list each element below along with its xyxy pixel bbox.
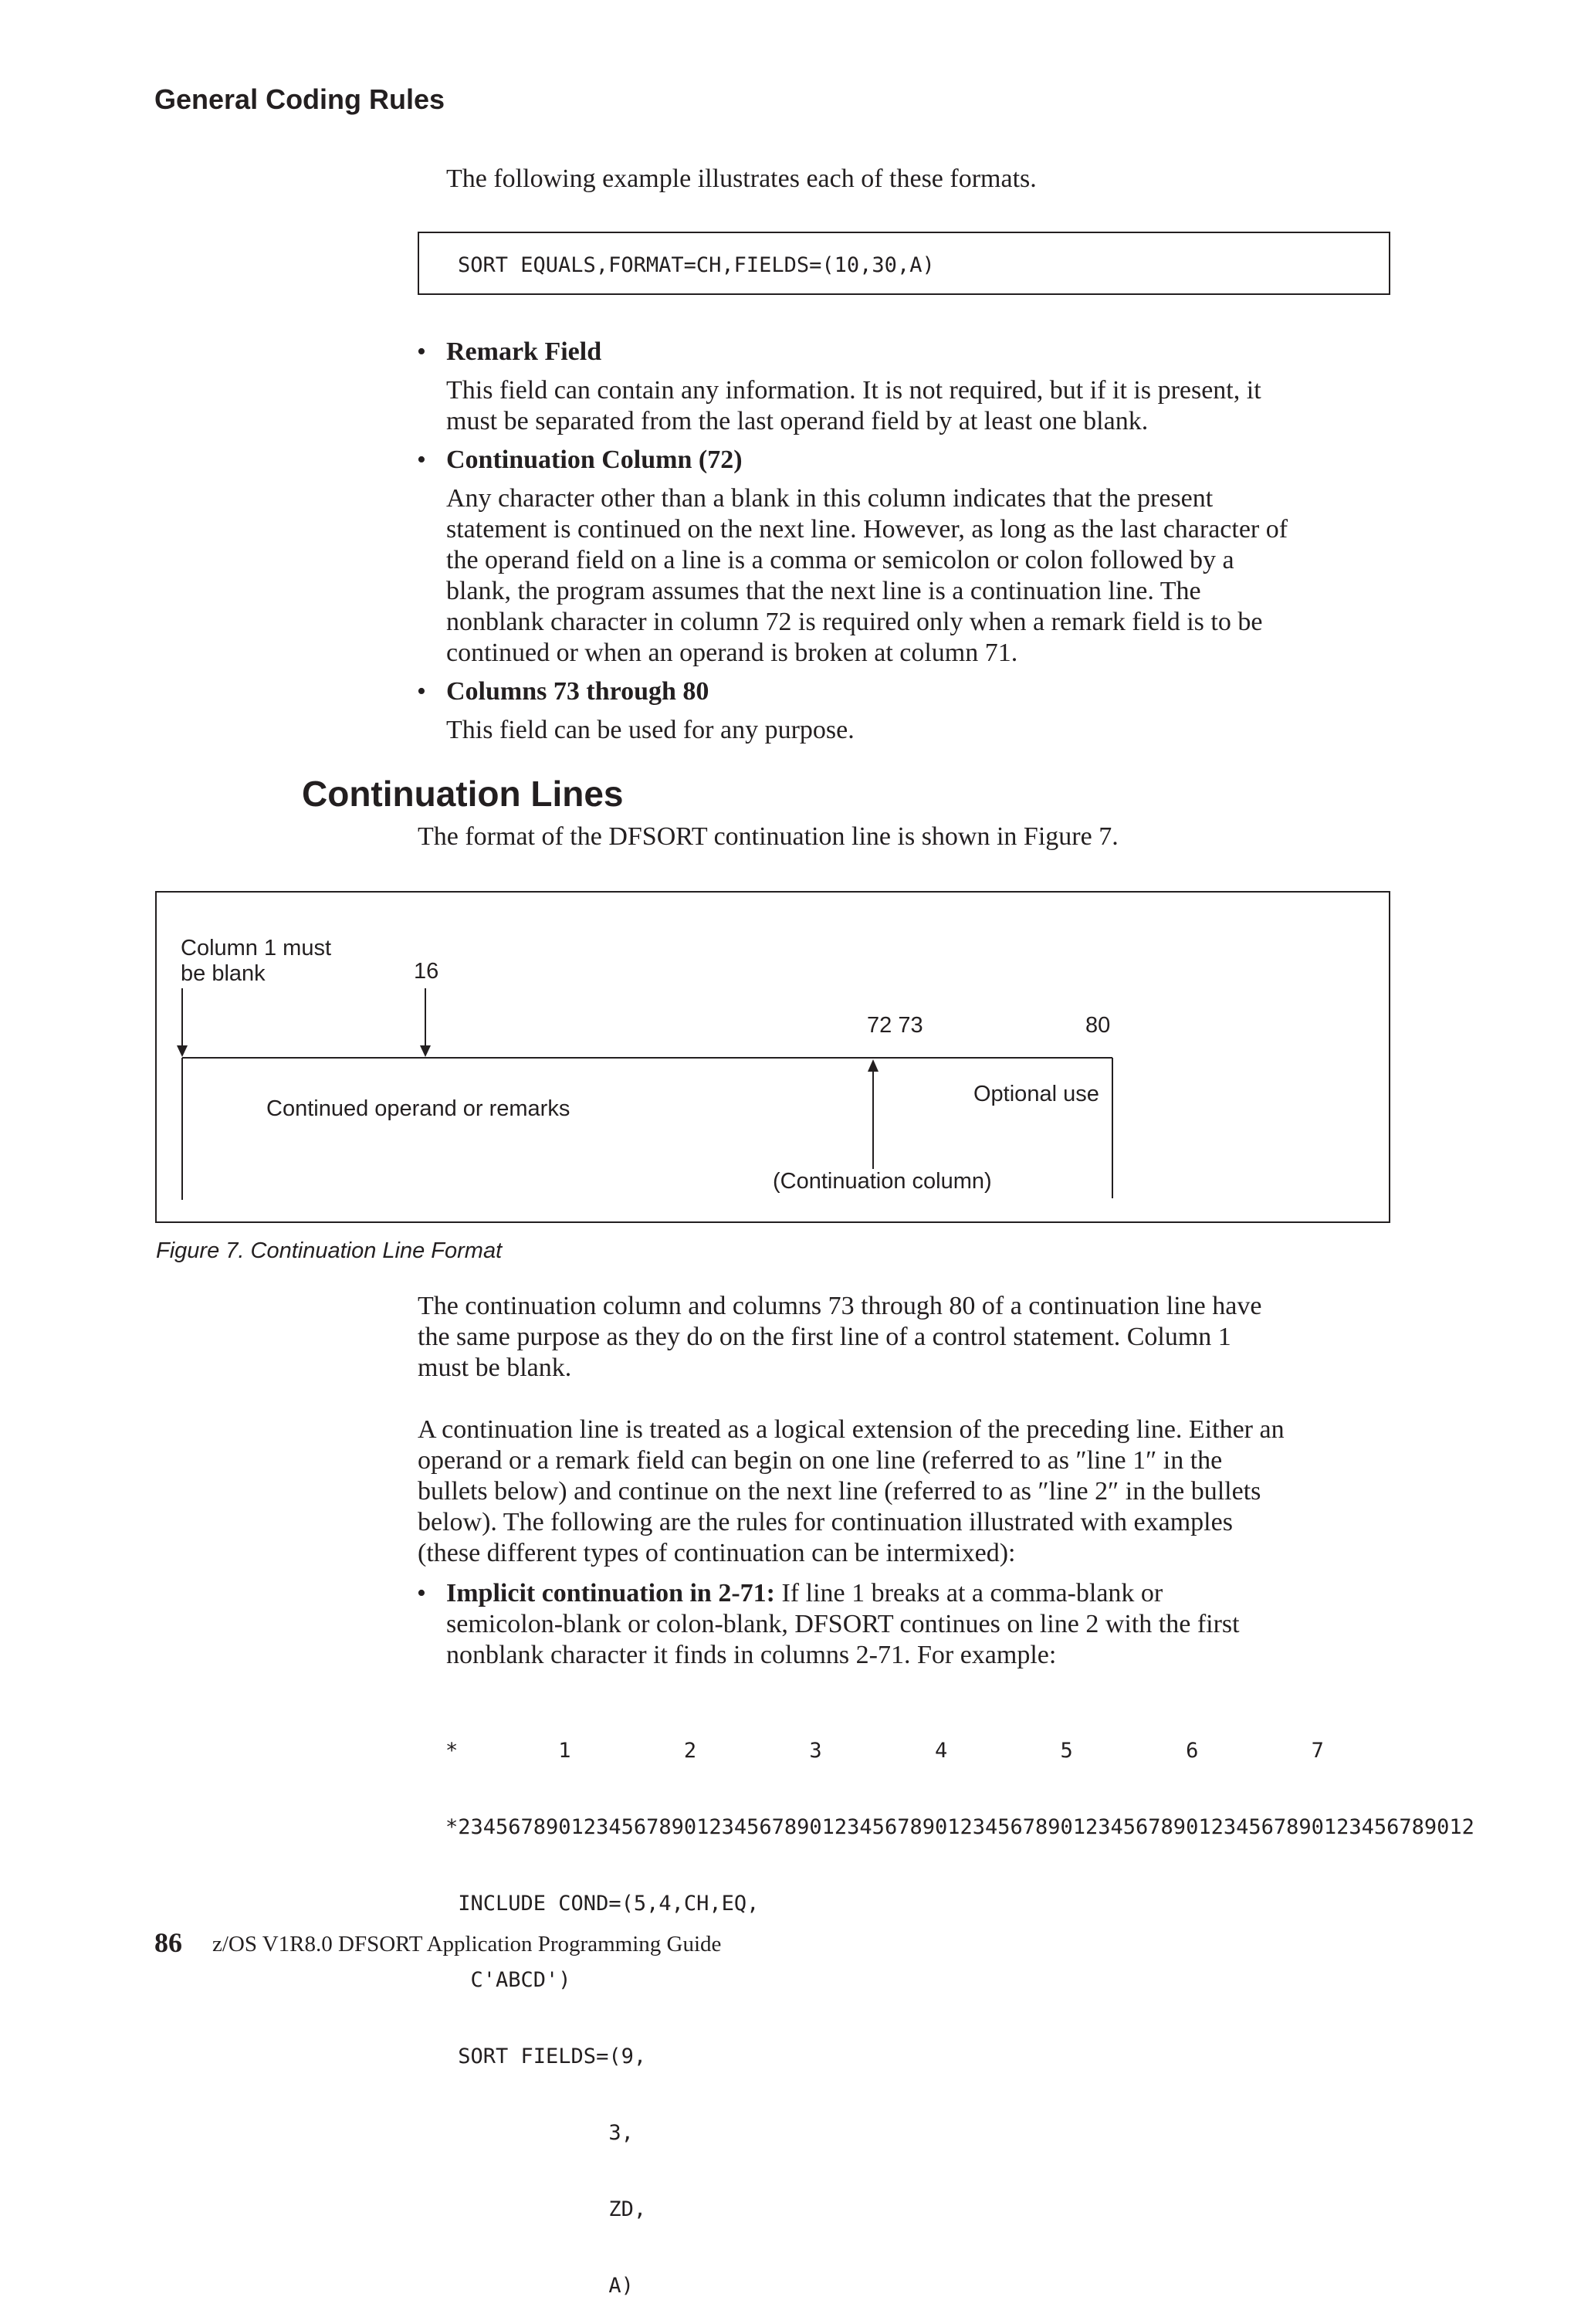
code-line: SORT FIELDS=(9, <box>445 2045 647 2068</box>
continued-operand-label: Continued operand or remarks <box>266 1096 570 1121</box>
bullet-title: Columns 73 through 80 <box>446 677 709 706</box>
text-line: continued or when an operand is broken at column 71. <box>446 639 1018 667</box>
text-line: must be separated from the last operand field by at least one blank. <box>446 407 1149 435</box>
code-line: C'ABCD') <box>445 1968 571 1992</box>
bullet-icon: • <box>417 1579 426 1607</box>
code-line: A) <box>445 2274 634 2298</box>
column1-label-line: be blank <box>181 961 266 986</box>
text-line: must be blank. <box>418 1353 572 1382</box>
bullet-title: Implicit continuation in 2-71: <box>446 1579 775 1607</box>
intro-text: The following example illustrates each of these formats. <box>446 164 1037 193</box>
code-line: INCLUDE COND=(5,4,CH,EQ, <box>445 1892 760 1916</box>
text-line: blank, the program assumes that the next line is a continuation line. The <box>446 577 1201 605</box>
text-line: nonblank character it finds in columns 2-71. For example: <box>446 1641 1057 1669</box>
column1-label-line: Column 1 must <box>181 936 332 960</box>
text-line: This field can be used for any purpose. <box>446 716 855 744</box>
example-code: SORT EQUALS,FORMAT=CH,FIELDS=(10,30,A) <box>458 253 935 277</box>
arrowhead-up-icon <box>868 1059 879 1072</box>
text-line: below). The following are the rules for continuation illustrated with examples <box>418 1508 1233 1536</box>
text-line: The continuation column and columns 73 through 80 of a continuation line have <box>418 1292 1262 1320</box>
code-line: 3, <box>445 2121 634 2145</box>
text-line: semicolon-blank or colon-blank, DFSORT continues on line 2 with the first <box>446 1610 1240 1638</box>
bullet-continuation-column <box>417 445 1288 669</box>
bullet-body <box>446 715 855 746</box>
code-line: ZD, <box>445 2197 647 2221</box>
column72-73-label: 72 73 <box>867 1013 923 1038</box>
section-intro: The format of the DFSORT continuation line is shown in Figure 7. <box>418 822 1119 851</box>
example-code-box <box>418 232 1390 295</box>
bullet-body <box>446 375 1261 437</box>
paragraph-2 <box>418 1414 1285 1569</box>
text-line: Any character other than a blank in this column indicates that the present <box>446 484 1214 513</box>
bullet-icon: • <box>417 445 426 474</box>
text-line: (these different types of continuation can be intermixed): <box>418 1539 1016 1567</box>
figure-caption: Figure 7. Continuation Line Format <box>156 1238 503 1263</box>
page-number: 86 <box>154 1927 182 1958</box>
bullet-title: Remark Field <box>446 337 602 366</box>
bullet-implicit-continuation <box>417 1578 1240 1671</box>
code-line: *234567890123456789012345678901234567890123456789012345678901234567890123456789012 <box>445 1815 1474 1839</box>
text-line: bullets below) and continue on the next line (referred to as ″line 2″ in the bullets <box>418 1477 1261 1506</box>
text-line: the operand field on a line is a comma or semicolon or colon followed by a <box>446 546 1234 574</box>
bullet-title: Continuation Column (72) <box>446 445 743 474</box>
bullet-remark-field <box>417 337 1261 437</box>
bullet-first-line-text: If line 1 breaks at a comma-blank or <box>774 1579 1163 1607</box>
text-line: the same purpose as they do on the first line of a control statement. Column 1 <box>418 1323 1231 1351</box>
continuation-column-label: (Continuation column) <box>773 1169 992 1194</box>
text-line: statement is continued on the next line. However, as long as the last character of <box>446 515 1288 544</box>
section-heading: Continuation Lines <box>302 774 624 814</box>
column16-label: 16 <box>414 959 439 984</box>
optional-use-label: Optional use <box>973 1082 1099 1106</box>
text-line: nonblank character in column 72 is required only when a remark field is to be <box>446 608 1263 636</box>
paragraph-1 <box>418 1291 1261 1384</box>
column1-label <box>181 936 331 987</box>
bullet-first-line <box>446 1578 1240 1609</box>
text-line: A continuation line is treated as a logical extension of the preceding line. Either an <box>418 1415 1285 1444</box>
arrowhead-down-icon <box>177 1045 188 1057</box>
code-example <box>445 1687 1474 2324</box>
text-line: operand or a remark field can begin on one line (referred to as ″line 1″ in the <box>418 1446 1223 1475</box>
arrowhead-down-icon <box>420 1045 431 1057</box>
book-title: z/OS V1R8.0 DFSORT Application Programming Guide <box>212 1932 722 1956</box>
column80-label: 80 <box>1085 1013 1111 1038</box>
bullet-body <box>446 483 1288 669</box>
bullet-icon: • <box>417 677 426 706</box>
code-line: * 1 2 3 4 5 6 7 <box>445 1739 1324 1763</box>
bullet-icon: • <box>417 337 426 366</box>
bullet-columns-73-80 <box>417 676 855 746</box>
text-line: This field can contain any information. It is not required, but if it is present, it <box>446 376 1261 405</box>
figure-continuation-line-format <box>155 891 1390 1223</box>
running-head: General Coding Rules <box>154 83 445 115</box>
